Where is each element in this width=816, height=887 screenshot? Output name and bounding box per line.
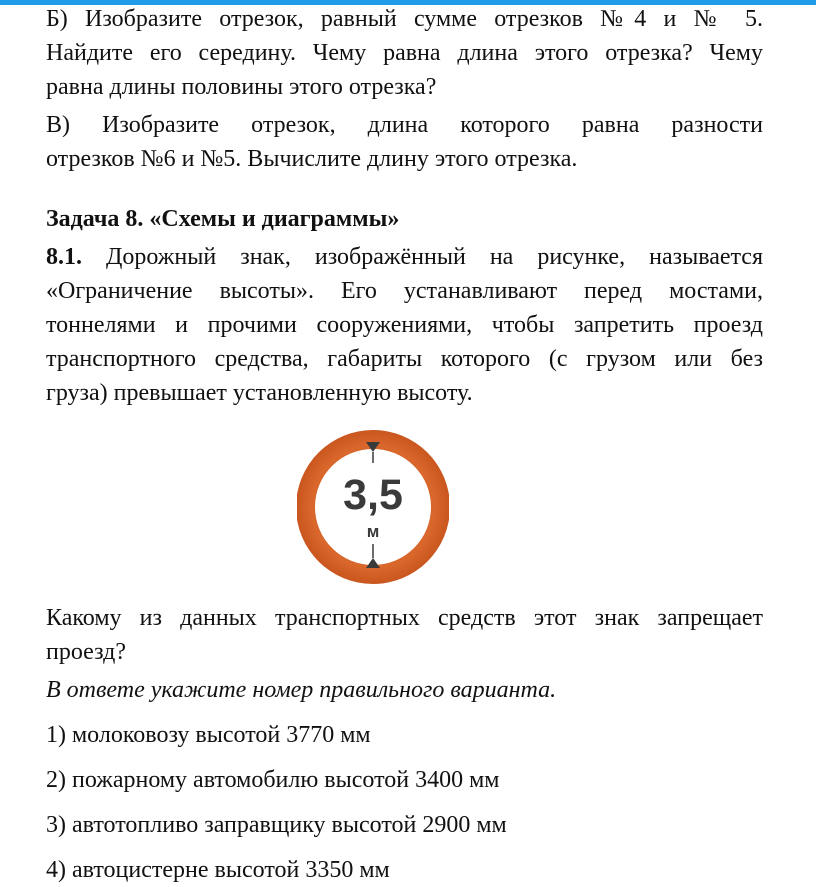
sign-value: 3,5 [343,471,403,519]
question-line-2: проезд? [46,639,126,665]
document-page [46,2,763,887]
task-8-1-line-5: груза) превышает установленную высоту. [46,380,473,406]
answer-option-1: 1) молоковозу высотой 3770 мм [46,722,371,748]
answer-option-4: 4) автоцистерне высотой 3350 мм [46,857,390,883]
answer-option-2: 2) пожарному автомобилю высотой 3400 мм [46,767,500,793]
answer-instruction: В ответе укажите номер правильного варианта. [46,677,557,703]
part-v-line-1: В) Изобразите отрезок, длина которого равна разности [46,112,763,138]
answer-options [46,718,763,887]
part-b-line-3: равна длины половины этого отрезка? [46,74,437,100]
task-8-1-number: 8.1. [46,244,82,270]
task-8-1-paragraph [46,240,763,410]
task-8-1-line-4: транспортного средства, габариты которого (с грузом или без [46,346,763,372]
sign-figure [46,425,763,601]
question-paragraph [46,601,763,669]
answer-option-3: 3) автотопливо заправщику высотой 2900 мм [46,812,507,838]
task-8-1-line-2: «Ограничение высоты». Его устанавливают перед мостами, [46,278,763,304]
part-v-line-2: отрезков №6 и №5. Вычислите длину этого отрезка. [46,146,578,172]
task-8-heading: Задача 8. «Схемы и диаграммы» [46,206,400,232]
part-b-line-2: Найдите его середину. Чему равна длина этого отрезка? Чему [46,40,763,66]
task-8-1-line-3: тоннелями и прочими сооружениями, чтобы запретить проезд [46,312,763,338]
part-b-paragraph [46,2,763,104]
question-line-1: Какому из данных транспортных средств этот знак запрещает [46,605,763,631]
height-limit-sign-icon [297,425,449,589]
part-v-paragraph [46,108,763,176]
part-b-line-1: Б) Изобразите отрезок, равный сумме отрезков №4 и № 5. [46,6,763,32]
task-8-1-line-1 [46,240,763,274]
sign-unit: м [366,522,380,541]
task-8-1-line-1-text: Дорожный знак, изображённый на рисунке, называется [82,244,763,270]
